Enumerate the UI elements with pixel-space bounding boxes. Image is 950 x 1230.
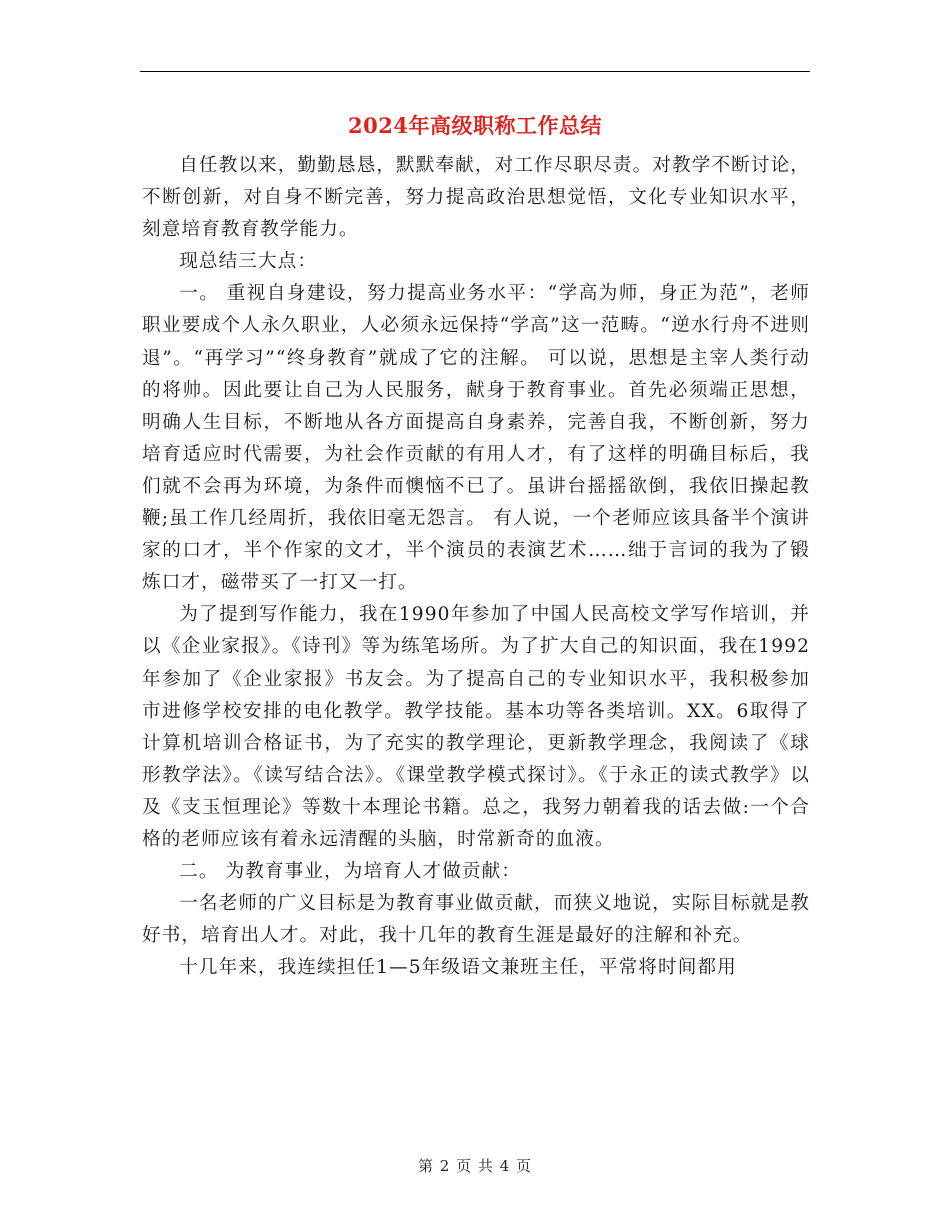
paragraph-training: 为了提到写作能力，我在1990年参加了中国人民高校文学写作培训，并以《企业家报》。《诗刊》等为练笔场所。为了扩大自己的知识面，我在1992年参加了《企业家报》书友会。为了提高自己的专业知识水平，我积极参加市进修学校安排的电化教学。教学技能。基本功等各类培训。XX。6取得了计算机培训合格证书，为了充实的教学理论，更新教学理念，我阅读了《球形教学法》。《读写结合法》。《课堂教学模式探讨》。《于永正的读式教学》以及《支玉恒理论》等数十本理论书籍。总之，我努力朝着我的话去做:一个合格的老师应该有着永远清醒的头脑，时常新奇的血液。: [142, 604, 810, 850]
paragraph-goal: 一名老师的广义目标是为教育事业做贡献，而狭义地说，实际目标就是教好书，培育出人才。对此，我十几年的教育生涯是最好的注解和补充。: [142, 893, 810, 947]
paragraph-years: 十几年来，我连续担任1—5年级语文兼班主任，平常将时间都用: [179, 957, 737, 979]
paragraph-point-two: 二。 为教育事业，为培育人才做贡献：: [179, 861, 521, 883]
paragraph-summary-lead: 现总结三大点：: [179, 251, 318, 273]
document-body: [142, 150, 810, 984]
document-title: 2024年高级职称工作总结: [348, 113, 602, 138]
paragraph-intro: 自任教以来，勤勤恳恳，默默奉献，对工作尽职尽责。对教学不断讨论，不断创新，对自身不断完善，努力提高政治思想觉悟，文化专业知识水平，刻意培育教育教学能力。: [142, 155, 810, 241]
header-rule: [140, 71, 810, 72]
page-footer: 第 2 页 共 4 页: [418, 1157, 532, 1175]
paragraph-point-one: 一。 重视自身建设，努力提高业务水平：“学高为师，身正为范”，老师职业要成个人永久职业，人必须永远保持“学高”这一范畴。“逆水行舟不进则退”。“再学习”“终身教育”就成了它的注解。 可以说，思想是主宰人类行动的将帅。因此要让自己为人民服务，献身于教育事业。首先必须端正思想，明确人生目标，不断地从各方面提高自身素养，完善自我，不断创新，努力培育适应时代需要，为社会作贡献的有用人才，有了这样的明确目标后，我们就不会再为环境，为条件而懊恼不已了。虽讲台摇摇欲倒，我依旧操起教鞭;虽工作几经周折，我依旧毫无怨言。 有人说，一个老师应该具备半个演讲家的口才，半个作家的文才，半个演员的表演艺术……绌于言词的我为了锻炼口才，磁带买了一打又一打。: [142, 283, 810, 594]
